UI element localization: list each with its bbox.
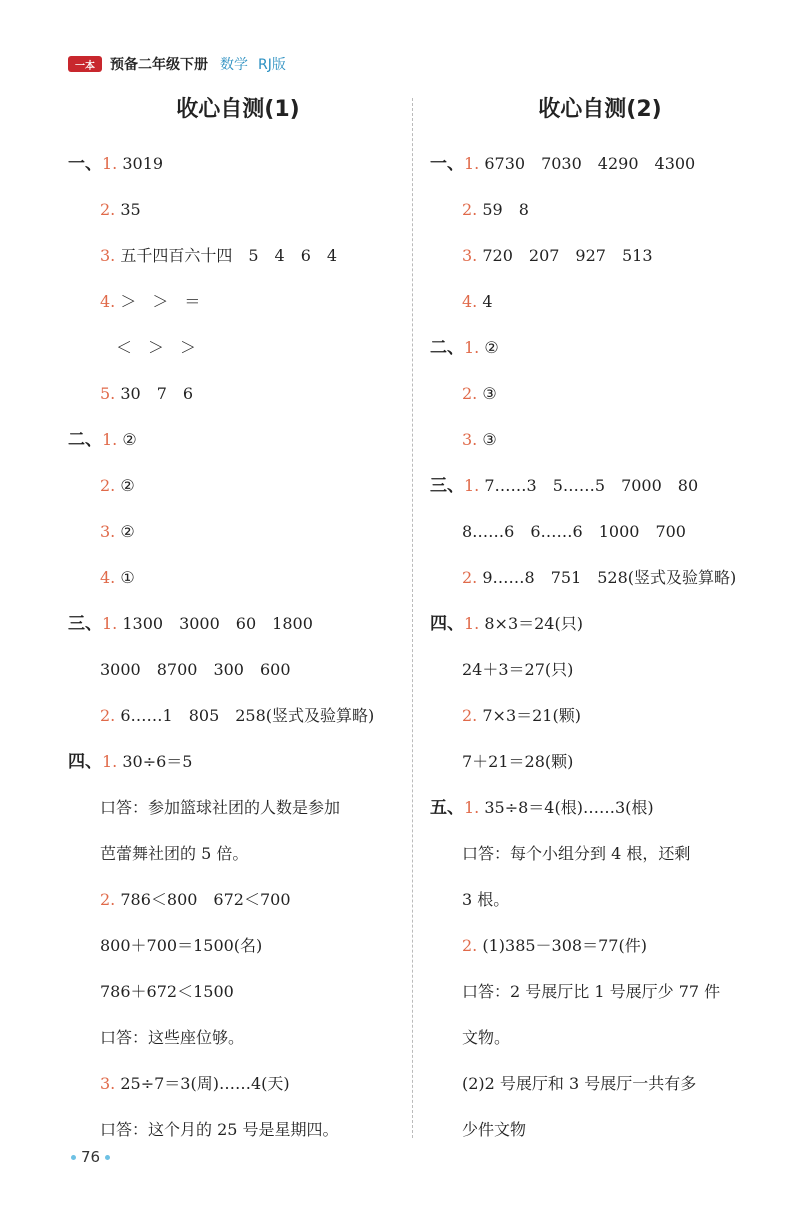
left-column <box>68 95 408 1153</box>
answer-text: 6……1 805 258(竖式及验算略) <box>115 706 375 725</box>
answer-line <box>68 141 408 187</box>
book-subject: 数学 <box>220 57 248 73</box>
answer-text: 59 8 <box>477 200 529 219</box>
question-number: 3. <box>462 430 478 449</box>
answer-text: 30÷6＝5 <box>117 752 193 771</box>
answer-text: 8……6 6……6 1000 700 <box>462 522 686 541</box>
section-label: 一、 <box>430 154 464 174</box>
question-number: 2. <box>462 568 478 587</box>
answer-line <box>68 647 408 693</box>
answer-text: 9……8 751 528(竖式及验算略) <box>477 568 737 587</box>
answer-text: 口答：每个小组分到 4 根，还剩 <box>462 844 691 863</box>
answer-line <box>68 371 408 417</box>
question-number: 2. <box>100 476 116 495</box>
answer-text: 口答：2 号展厅比 1 号展厅少 77 件 <box>462 982 721 1001</box>
answer-line <box>430 279 770 325</box>
question-number: 1. <box>102 614 118 633</box>
answer-line <box>430 1061 770 1107</box>
answer-line <box>68 1061 408 1107</box>
section-label: 三、 <box>68 614 102 634</box>
answer-line <box>430 187 770 233</box>
question-number: 4. <box>462 292 478 311</box>
question-number: 1. <box>102 752 118 771</box>
answer-line <box>430 601 770 647</box>
answer-line <box>68 923 408 969</box>
section-label: 二、 <box>68 430 102 450</box>
answer-line <box>430 785 770 831</box>
book-title: 预备二年级下册 <box>110 57 208 73</box>
question-number: 1. <box>464 614 480 633</box>
publisher-logo: 一本 <box>68 56 102 72</box>
answer-text: 文物。 <box>462 1028 511 1047</box>
question-number: 5. <box>100 384 116 403</box>
answer-line <box>430 969 770 1015</box>
answer-text: 少件文物 <box>462 1120 527 1139</box>
answer-text: 3019 <box>117 154 164 173</box>
answer-text: 720 207 927 513 <box>477 246 653 265</box>
answer-text: ① <box>115 568 135 587</box>
answer-text: 3000 8700 300 600 <box>100 660 291 679</box>
question-number: 2. <box>100 890 116 909</box>
answer-text: 800＋700＝1500(名) <box>100 936 263 955</box>
answer-text: 7＋21＝28(颗) <box>462 752 574 771</box>
answer-line <box>68 877 408 923</box>
question-number: 1. <box>102 154 118 173</box>
answer-text: 口答：这个月的 25 号是星期四。 <box>100 1120 339 1139</box>
page-number: 76 <box>81 1148 101 1166</box>
answer-line <box>68 187 408 233</box>
answer-text: 五千四百六十四 5 4 6 4 <box>115 246 338 265</box>
section-label: 四、 <box>430 614 464 634</box>
answer-line <box>68 555 408 601</box>
page-footer <box>66 1148 115 1166</box>
answer-line <box>68 325 408 371</box>
footer-dot-icon <box>71 1155 76 1160</box>
answer-text: 4 <box>477 292 493 311</box>
answer-line <box>430 647 770 693</box>
answer-text: 786＜800 672＜700 <box>115 890 291 909</box>
answer-line <box>68 601 408 647</box>
answer-text: ③ <box>477 430 497 449</box>
answer-text: ② <box>115 476 135 495</box>
answer-line <box>68 463 408 509</box>
column-divider <box>412 98 413 1138</box>
question-number: 1. <box>464 798 480 817</box>
answer-line <box>68 969 408 1015</box>
answer-text: 786＋672＜1500 <box>100 982 234 1001</box>
question-number: 3. <box>100 246 116 265</box>
question-number: 2. <box>462 384 478 403</box>
section-label: 一、 <box>68 154 102 174</box>
answer-text: 35 <box>115 200 141 219</box>
answer-line <box>430 877 770 923</box>
answer-text: 8×3＝24(只) <box>479 614 583 633</box>
answer-line <box>430 509 770 555</box>
answer-line <box>430 831 770 877</box>
answer-text: ② <box>115 522 135 541</box>
answer-line <box>430 555 770 601</box>
answer-line <box>68 1107 408 1153</box>
answer-text: (1)385－308＝77(件) <box>477 936 647 955</box>
answer-line <box>430 693 770 739</box>
answer-line <box>430 325 770 371</box>
book-edition: RJ版 <box>258 57 286 73</box>
question-number: 3. <box>462 246 478 265</box>
answer-text: 24＋3＝27(只) <box>462 660 574 679</box>
right-column <box>430 95 770 1153</box>
answer-text: 6730 7030 4290 4300 <box>479 154 696 173</box>
question-number: 4. <box>100 292 116 311</box>
section-label: 三、 <box>430 476 464 496</box>
page-header <box>68 52 286 76</box>
left-column-title: 收心自测(1) <box>176 97 300 122</box>
question-number: 1. <box>102 430 118 449</box>
answer-line <box>430 1015 770 1061</box>
answer-line <box>68 1015 408 1061</box>
question-number: 4. <box>100 568 116 587</box>
question-number: 3. <box>100 1074 116 1093</box>
answer-line <box>430 371 770 417</box>
answer-line <box>68 739 408 785</box>
answer-line <box>430 1107 770 1153</box>
answer-line <box>430 923 770 969</box>
answer-text: ③ <box>477 384 497 403</box>
answer-text: ＞ ＞ ＝ <box>115 292 201 311</box>
question-number: 2. <box>462 936 478 955</box>
section-label: 五、 <box>430 798 464 818</box>
answer-text: ② <box>479 338 499 357</box>
answer-text: 1300 3000 60 1800 <box>117 614 313 633</box>
answer-line <box>68 509 408 555</box>
answer-line <box>430 417 770 463</box>
answer-text: 口答：参加篮球社团的人数是参加 <box>100 798 341 817</box>
question-number: 2. <box>100 200 116 219</box>
answer-line <box>68 785 408 831</box>
answer-text: 口答：这些座位够。 <box>100 1028 245 1047</box>
answer-line <box>68 417 408 463</box>
question-number: 1. <box>464 154 480 173</box>
answer-text: 3 根。 <box>462 890 510 909</box>
answer-text: 35÷8＝4(根)……3(根) <box>479 798 654 817</box>
answer-text: ② <box>117 430 137 449</box>
answer-text: 7……3 5……5 7000 80 <box>479 476 699 495</box>
answer-line <box>430 141 770 187</box>
answer-line <box>68 233 408 279</box>
question-number: 2. <box>462 706 478 725</box>
answer-text: 30 7 6 <box>115 384 194 403</box>
answer-line <box>68 279 408 325</box>
question-number: 1. <box>464 338 480 357</box>
answer-text: ＜ ＞ ＞ <box>100 338 197 357</box>
answer-text: 25÷7＝3(周)……4(天) <box>115 1074 290 1093</box>
question-number: 2. <box>100 706 116 725</box>
answer-line <box>68 693 408 739</box>
answer-line <box>430 463 770 509</box>
answer-text: 7×3＝21(颗) <box>477 706 581 725</box>
question-number: 2. <box>462 200 478 219</box>
question-number: 1. <box>464 476 480 495</box>
question-number: 3. <box>100 522 116 541</box>
right-column-title: 收心自测(2) <box>538 97 662 122</box>
section-label: 二、 <box>430 338 464 358</box>
answer-text: (2)2 号展厅和 3 号展厅一共有多 <box>462 1074 697 1093</box>
answer-text: 芭蕾舞社团的 5 倍。 <box>100 844 249 863</box>
answer-line <box>68 831 408 877</box>
section-label: 四、 <box>68 752 102 772</box>
answer-line <box>430 233 770 279</box>
answer-line <box>430 739 770 785</box>
footer-dot-icon <box>105 1155 110 1160</box>
